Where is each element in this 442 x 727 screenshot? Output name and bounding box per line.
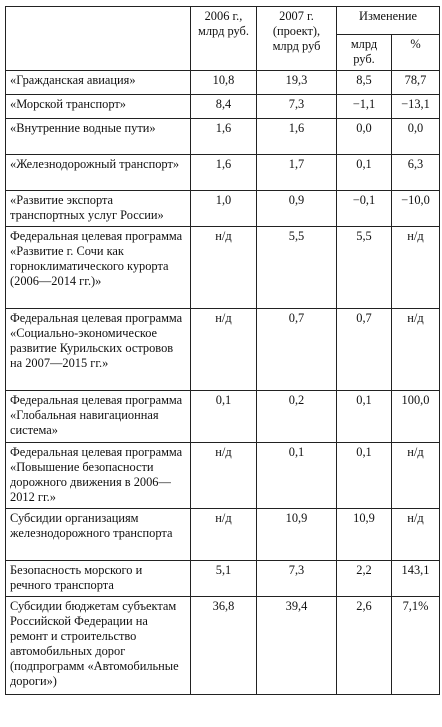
row-change-pct: 78,7 xyxy=(392,71,440,95)
header-change-pct: % xyxy=(392,35,440,71)
row-value-2007: 1,7 xyxy=(257,155,337,191)
row-name: Федеральная целевая программа «Повышение безопасности дорожного движения в 2006—2012 гг.» xyxy=(6,443,191,509)
row-value-2006: 0,1 xyxy=(191,391,257,443)
row-change-pct: н/д xyxy=(392,309,440,391)
row-change-pct: 100,0 xyxy=(392,391,440,443)
row-name: Федеральная целевая программа «Развитие г. Сочи как горноклиматического курорта (2006—2014 гг.)» xyxy=(6,227,191,309)
row-change-pct: 143,1 xyxy=(392,561,440,597)
row-change-abs: 0,1 xyxy=(337,391,392,443)
row-change-pct: 6,3 xyxy=(392,155,440,191)
row-change-pct: −10,0 xyxy=(392,191,440,227)
row-name: Федеральная целевая программа «Глобальная навигационная система» xyxy=(6,391,191,443)
row-change-abs: −0,1 xyxy=(337,191,392,227)
table-row xyxy=(6,95,440,119)
table-row xyxy=(6,597,440,695)
header-2007: 2007 г. (проект), млрд руб xyxy=(257,7,337,71)
row-value-2007: 5,5 xyxy=(257,227,337,309)
row-change-pct: 0,0 xyxy=(392,119,440,155)
row-change-abs: 2,2 xyxy=(337,561,392,597)
row-change-abs: 8,5 xyxy=(337,71,392,95)
row-change-abs: 2,6 xyxy=(337,597,392,695)
row-value-2007: 0,9 xyxy=(257,191,337,227)
row-name: «Морской транспорт» xyxy=(6,95,191,119)
row-name: «Внутренние водные пути» xyxy=(6,119,191,155)
table-row xyxy=(6,71,440,95)
row-value-2006: 10,8 xyxy=(191,71,257,95)
table-row xyxy=(6,227,440,309)
row-value-2006: н/д xyxy=(191,227,257,309)
row-value-2007: 7,3 xyxy=(257,561,337,597)
row-value-2007: 0,7 xyxy=(257,309,337,391)
row-name: Федеральная целевая программа «Социально-экономическое развитие Курильских островов на 2007—2015 гг.» xyxy=(6,309,191,391)
row-name: Безопасность морского и речного транспорта xyxy=(6,561,191,597)
row-value-2006: 1,6 xyxy=(191,155,257,191)
budget-table xyxy=(5,6,440,695)
row-change-pct: н/д xyxy=(392,227,440,309)
table-row xyxy=(6,155,440,191)
table-row xyxy=(6,443,440,509)
row-name: «Железнодорожный транспорт» xyxy=(6,155,191,191)
row-change-pct: н/д xyxy=(392,443,440,509)
row-change-abs: −1,1 xyxy=(337,95,392,119)
row-value-2006: н/д xyxy=(191,443,257,509)
header-change: Изменение xyxy=(337,7,440,35)
row-change-pct: н/д xyxy=(392,509,440,561)
table-row xyxy=(6,191,440,227)
row-change-pct: 7,1% xyxy=(392,597,440,695)
header-change-abs: млрд руб. xyxy=(337,35,392,71)
table-row xyxy=(6,119,440,155)
row-name: «Развитие экспорта транспортных услуг России» xyxy=(6,191,191,227)
row-change-pct: −13,1 xyxy=(392,95,440,119)
header-2006: 2006 г., млрд руб. xyxy=(191,7,257,71)
row-value-2007: 19,3 xyxy=(257,71,337,95)
table-row xyxy=(6,309,440,391)
row-value-2006: 1,6 xyxy=(191,119,257,155)
row-name: Субсидии бюджетам субъектам Российской Федерации на ремонт и строительство автомобильных дорог (подпрограмм «Автомобильные дороги») xyxy=(6,597,191,695)
row-change-abs: 5,5 xyxy=(337,227,392,309)
row-change-abs: 0,1 xyxy=(337,155,392,191)
header-row xyxy=(6,7,440,35)
row-value-2006: 8,4 xyxy=(191,95,257,119)
row-change-abs: 0,7 xyxy=(337,309,392,391)
table-row xyxy=(6,509,440,561)
row-value-2007: 0,2 xyxy=(257,391,337,443)
row-value-2006: 5,1 xyxy=(191,561,257,597)
row-name: Субсидии организациям железнодорожного транспорта xyxy=(6,509,191,561)
table-row xyxy=(6,391,440,443)
row-value-2007: 0,1 xyxy=(257,443,337,509)
row-name: «Гражданская авиация» xyxy=(6,71,191,95)
header-name-empty xyxy=(6,7,191,71)
row-value-2006: н/д xyxy=(191,309,257,391)
row-change-abs: 10,9 xyxy=(337,509,392,561)
table-row xyxy=(6,561,440,597)
row-value-2007: 7,3 xyxy=(257,95,337,119)
row-value-2006: 1,0 xyxy=(191,191,257,227)
row-value-2007: 10,9 xyxy=(257,509,337,561)
row-value-2006: 36,8 xyxy=(191,597,257,695)
row-value-2007: 1,6 xyxy=(257,119,337,155)
row-change-abs: 0,1 xyxy=(337,443,392,509)
row-value-2007: 39,4 xyxy=(257,597,337,695)
row-value-2006: н/д xyxy=(191,509,257,561)
row-change-abs: 0,0 xyxy=(337,119,392,155)
